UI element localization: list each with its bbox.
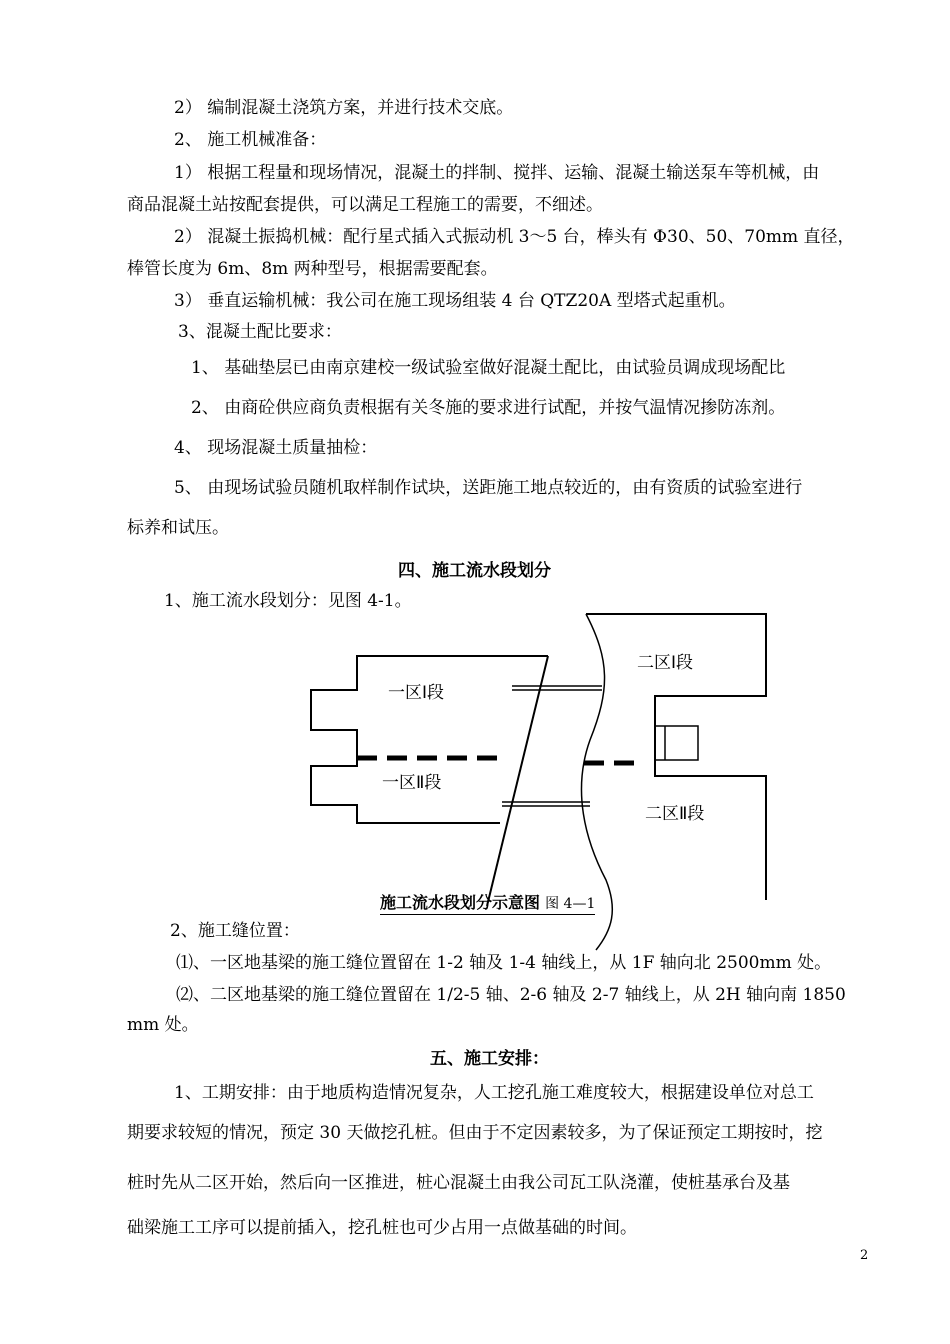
section-4-item-2a: ⑴、一区地基梁的施工缝位置留在 1-2 轴及 1-4 轴线上，从 1F 轴向北 2500mm 处。	[176, 953, 832, 973]
section-4-item-2: 2、施工缝位置：	[170, 921, 300, 941]
text-line-13: 标养和试压。	[127, 518, 229, 538]
section-4-heading: 四、施工流水段划分	[398, 561, 551, 581]
text-line-8: 3、混凝土配比要求：	[178, 322, 342, 342]
figure-caption	[380, 890, 595, 915]
text-line-5: 2） 混凝土振捣机械：配行星式插入式振动机 3～5 台，棒头有 Φ30、50、70mm 直径，	[174, 227, 855, 247]
page-number: 2	[860, 1248, 869, 1263]
text-line-7: 3） 垂直运输机械：我公司在施工现场组装 4 台 QTZ20A 型塔式起重机。	[174, 291, 736, 311]
label-zone1-section2: 一区Ⅱ段	[382, 773, 442, 793]
text-line-2: 2、 施工机械准备：	[174, 130, 327, 150]
text-line-12: 5、 由现场试验员随机取样制作试块，送距施工地点较近的，由有资质的试验室进行	[174, 478, 803, 498]
text-line-10: 2、 由商砼供应商负责根据有关冬施的要求进行试配，并按气温情况掺防冻剂。	[191, 398, 786, 418]
text-line-1: 2） 编制混凝土浇筑方案，并进行技术交底。	[174, 98, 514, 118]
text-line-11: 4、 现场混凝土质量抽检：	[174, 438, 378, 458]
text-line-6: 棒管长度为 6m、8m 两种型号，根据需要配套。	[127, 259, 498, 279]
label-zone2-section1: 二区Ⅰ段	[637, 653, 694, 673]
label-zone1-section1: 一区Ⅰ段	[388, 683, 445, 703]
section-5-paragraph-line-4: 础梁施工工序可以提前插入，挖孔桩也可少占用一点做基础的时间。	[127, 1218, 637, 1238]
section-4-item-1: 1、施工流水段划分：见图 4-1。	[164, 591, 412, 611]
section-5-heading: 五、施工安排：	[430, 1049, 549, 1069]
section-5-paragraph-line-1: 1、工期安排：由于地质构造情况复杂，人工挖孔施工难度较大，根据建设单位对总工	[174, 1083, 814, 1103]
section-5-paragraph-line-3: 桩时先从二区开始，然后向一区推进，桩心混凝土由我公司瓦工队浇灌，使桩基承台及基	[127, 1173, 790, 1193]
label-zone2-section2: 二区Ⅱ段	[645, 804, 705, 824]
text-line-9: 1、 基础垫层已由南京建校一级试验室做好混凝土配比，由试验员调成现场配比	[191, 358, 786, 378]
figure-caption-title: 施工流水段划分示意图	[380, 893, 541, 912]
section-4-item-2b: ⑵、二区地基梁的施工缝位置留在 1/2-5 轴、2-6 轴及 2-7 轴线上，从 2H 轴向南 1850	[176, 985, 846, 1005]
figure-caption-ref: 图 4—1	[545, 896, 596, 912]
section-5-paragraph-line-2: 期要求较短的情况，预定 30 天做挖孔桩。但由于不定因素较多，为了保证预定工期按时，挖	[127, 1123, 823, 1143]
text-line-3: 1） 根据工程量和现场情况，混凝土的拌制、搅拌、运输、混凝土输送泵车等机械，由	[174, 163, 820, 183]
text-line-4: 商品混凝土站按配套提供，可以满足工程施工的需要，不细述。	[127, 195, 603, 215]
section-4-item-2c: mm 处。	[127, 1015, 199, 1035]
